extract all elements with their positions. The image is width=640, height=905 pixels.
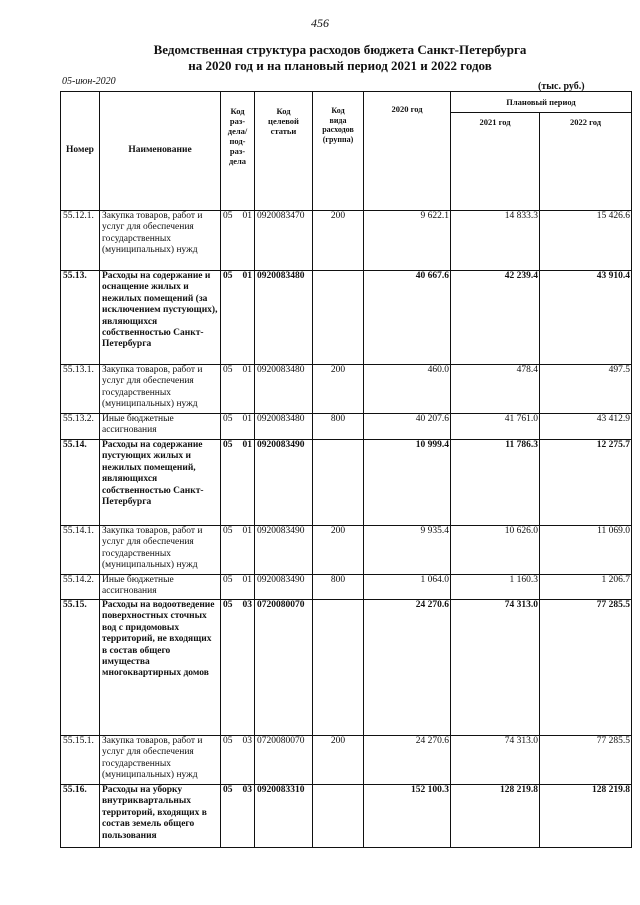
row-name: Закупка товаров, работ и услуг для обеспечения государственных (муниципальных) нужд xyxy=(100,736,221,785)
header-year-2022: 2022 год xyxy=(540,113,632,211)
row-value-2022: 11 069.0 xyxy=(540,526,632,575)
row-subsection: 01 xyxy=(242,365,252,375)
row-value-2021: 128 219.8 xyxy=(451,785,540,848)
row-number: 55.12.1. xyxy=(61,211,100,271)
row-value-2021: 478.4 xyxy=(451,365,540,414)
row-name: Расходы на уборку внутриквартальных территорий, входящих в состав земель общего пользования xyxy=(100,785,221,848)
row-target-code: 0720080070 xyxy=(255,600,313,736)
row-value-2021: 42 239.4 xyxy=(451,271,540,365)
table-row xyxy=(61,736,632,785)
table-row xyxy=(61,211,632,271)
row-subsection: 01 xyxy=(242,440,252,450)
row-subsection: 03 xyxy=(242,736,252,746)
row-section: 05 xyxy=(223,365,233,375)
table-row xyxy=(61,575,632,600)
units-label: (тыс. руб.) xyxy=(538,81,585,92)
row-section-code xyxy=(221,526,255,575)
row-section-code xyxy=(221,736,255,785)
row-number: 55.14.2. xyxy=(61,575,100,600)
row-name: Иные бюджетные ассигнования xyxy=(100,575,221,600)
row-value-2022: 128 219.8 xyxy=(540,785,632,848)
row-kind-code: 200 xyxy=(313,736,364,785)
row-name: Закупка товаров, работ и услуг для обеспечения государственных (муниципальных) нужд xyxy=(100,365,221,414)
row-value-2022: 77 285.5 xyxy=(540,600,632,736)
row-target-code: 0920083490 xyxy=(255,440,313,526)
row-target-code: 0920083490 xyxy=(255,575,313,600)
document-date: 05-июн-2020 xyxy=(62,76,116,87)
row-target-code: 0920083490 xyxy=(255,526,313,575)
expenditure-table xyxy=(60,91,632,848)
row-section-code xyxy=(221,785,255,848)
row-section: 05 xyxy=(223,414,233,424)
row-value-2020: 40 667.6 xyxy=(364,271,451,365)
row-name: Закупка товаров, работ и услуг для обеспечения государственных (муниципальных) нужд xyxy=(100,526,221,575)
row-number: 55.15.1. xyxy=(61,736,100,785)
row-value-2021: 10 626.0 xyxy=(451,526,540,575)
row-value-2020: 1 064.0 xyxy=(364,575,451,600)
row-number: 55.16. xyxy=(61,785,100,848)
row-subsection: 03 xyxy=(242,785,252,795)
row-value-2022: 497.5 xyxy=(540,365,632,414)
row-value-2022: 43 910.4 xyxy=(540,271,632,365)
row-kind-code xyxy=(313,440,364,526)
row-name: Закупка товаров, работ и услуг для обеспечения государственных (муниципальных) нужд xyxy=(100,211,221,271)
row-number: 55.13. xyxy=(61,271,100,365)
row-kind-code: 800 xyxy=(313,414,364,440)
row-name: Расходы на содержание пустующих жилых и нежилых помещений, являющихся собственностью Санкт-Петербурга xyxy=(100,440,221,526)
row-number: 55.14. xyxy=(61,440,100,526)
row-section-code xyxy=(221,414,255,440)
header-section-code: Код раз- дела/ под- раз- дела xyxy=(221,92,255,211)
title-line-2: на 2020 год и на плановый период 2021 и 2022 годов xyxy=(188,58,492,73)
row-subsection: 01 xyxy=(242,575,252,585)
row-section-code xyxy=(221,575,255,600)
row-target-code: 0920083480 xyxy=(255,365,313,414)
row-value-2022: 77 285.5 xyxy=(540,736,632,785)
row-value-2020: 24 270.6 xyxy=(364,600,451,736)
row-subsection: 01 xyxy=(242,414,252,424)
row-name: Расходы на водоотведение поверхностных сточных вод с придомовых территорий, не входящих в состав общего имущества многоквартирных домов xyxy=(100,600,221,736)
header-target-code: Код целевой статьи xyxy=(255,92,313,211)
row-value-2022: 1 206.7 xyxy=(540,575,632,600)
header-year-2020: 2020 год xyxy=(364,92,451,211)
row-section: 05 xyxy=(223,271,233,281)
row-value-2020: 24 270.6 xyxy=(364,736,451,785)
header-number: Номер xyxy=(61,92,100,211)
row-subsection: 01 xyxy=(242,271,252,281)
row-value-2021: 74 313.0 xyxy=(451,736,540,785)
row-number: 55.15. xyxy=(61,600,100,736)
row-section-code xyxy=(221,211,255,271)
row-value-2020: 9 622.1 xyxy=(364,211,451,271)
row-section: 05 xyxy=(223,575,233,585)
table-row xyxy=(61,785,632,848)
header-kind-code: Код вида расходов (группа) xyxy=(313,92,364,211)
row-value-2021: 14 833.3 xyxy=(451,211,540,271)
row-value-2020: 10 999.4 xyxy=(364,440,451,526)
header-name: Наименование xyxy=(100,92,221,211)
row-number: 55.13.1. xyxy=(61,365,100,414)
row-kind-code xyxy=(313,600,364,736)
table-row xyxy=(61,271,632,365)
row-kind-code: 800 xyxy=(313,575,364,600)
table-row xyxy=(61,526,632,575)
table-row xyxy=(61,365,632,414)
row-subsection: 01 xyxy=(242,211,252,221)
row-section-code xyxy=(221,365,255,414)
row-value-2022: 15 426.6 xyxy=(540,211,632,271)
document-title xyxy=(60,42,620,74)
row-target-code: 0720080070 xyxy=(255,736,313,785)
row-subsection: 03 xyxy=(242,600,252,610)
row-name: Иные бюджетные ассигнования xyxy=(100,414,221,440)
title-line-1: Ведомственная структура расходов бюджета Санкт-Петербурга xyxy=(153,42,527,57)
row-name: Расходы на содержание и оснащение жилых и нежилых помещений (за исключением пустующих), являющихся собственностью Санкт-Петербурга xyxy=(100,271,221,365)
header-year-2021: 2021 год xyxy=(451,113,540,211)
table-row xyxy=(61,440,632,526)
row-value-2022: 43 412.9 xyxy=(540,414,632,440)
row-target-code: 0920083310 xyxy=(255,785,313,848)
row-section: 05 xyxy=(223,211,233,221)
row-value-2020: 460.0 xyxy=(364,365,451,414)
row-value-2020: 152 100.3 xyxy=(364,785,451,848)
row-number: 55.14.1. xyxy=(61,526,100,575)
row-kind-code: 200 xyxy=(313,526,364,575)
header-planned-period: Плановый период xyxy=(451,92,632,113)
row-section: 05 xyxy=(223,440,233,450)
row-section-code xyxy=(221,600,255,736)
row-value-2021: 41 761.0 xyxy=(451,414,540,440)
row-kind-code xyxy=(313,271,364,365)
page-number: 456 xyxy=(311,16,329,30)
row-value-2020: 9 935.4 xyxy=(364,526,451,575)
row-number: 55.13.2. xyxy=(61,414,100,440)
row-section: 05 xyxy=(223,736,233,746)
row-section-code xyxy=(221,440,255,526)
row-kind-code: 200 xyxy=(313,211,364,271)
row-kind-code: 200 xyxy=(313,365,364,414)
row-section: 05 xyxy=(223,600,233,610)
row-value-2022: 12 275.7 xyxy=(540,440,632,526)
row-target-code: 0920083480 xyxy=(255,271,313,365)
row-value-2021: 11 786.3 xyxy=(451,440,540,526)
row-section-code xyxy=(221,271,255,365)
row-value-2020: 40 207.6 xyxy=(364,414,451,440)
row-subsection: 01 xyxy=(242,526,252,536)
row-value-2021: 1 160.3 xyxy=(451,575,540,600)
table-row xyxy=(61,414,632,440)
row-section: 05 xyxy=(223,785,233,795)
row-section: 05 xyxy=(223,526,233,536)
row-target-code: 0920083470 xyxy=(255,211,313,271)
row-kind-code xyxy=(313,785,364,848)
row-target-code: 0920083480 xyxy=(255,414,313,440)
row-value-2021: 74 313.0 xyxy=(451,600,540,736)
table-row xyxy=(61,600,632,736)
